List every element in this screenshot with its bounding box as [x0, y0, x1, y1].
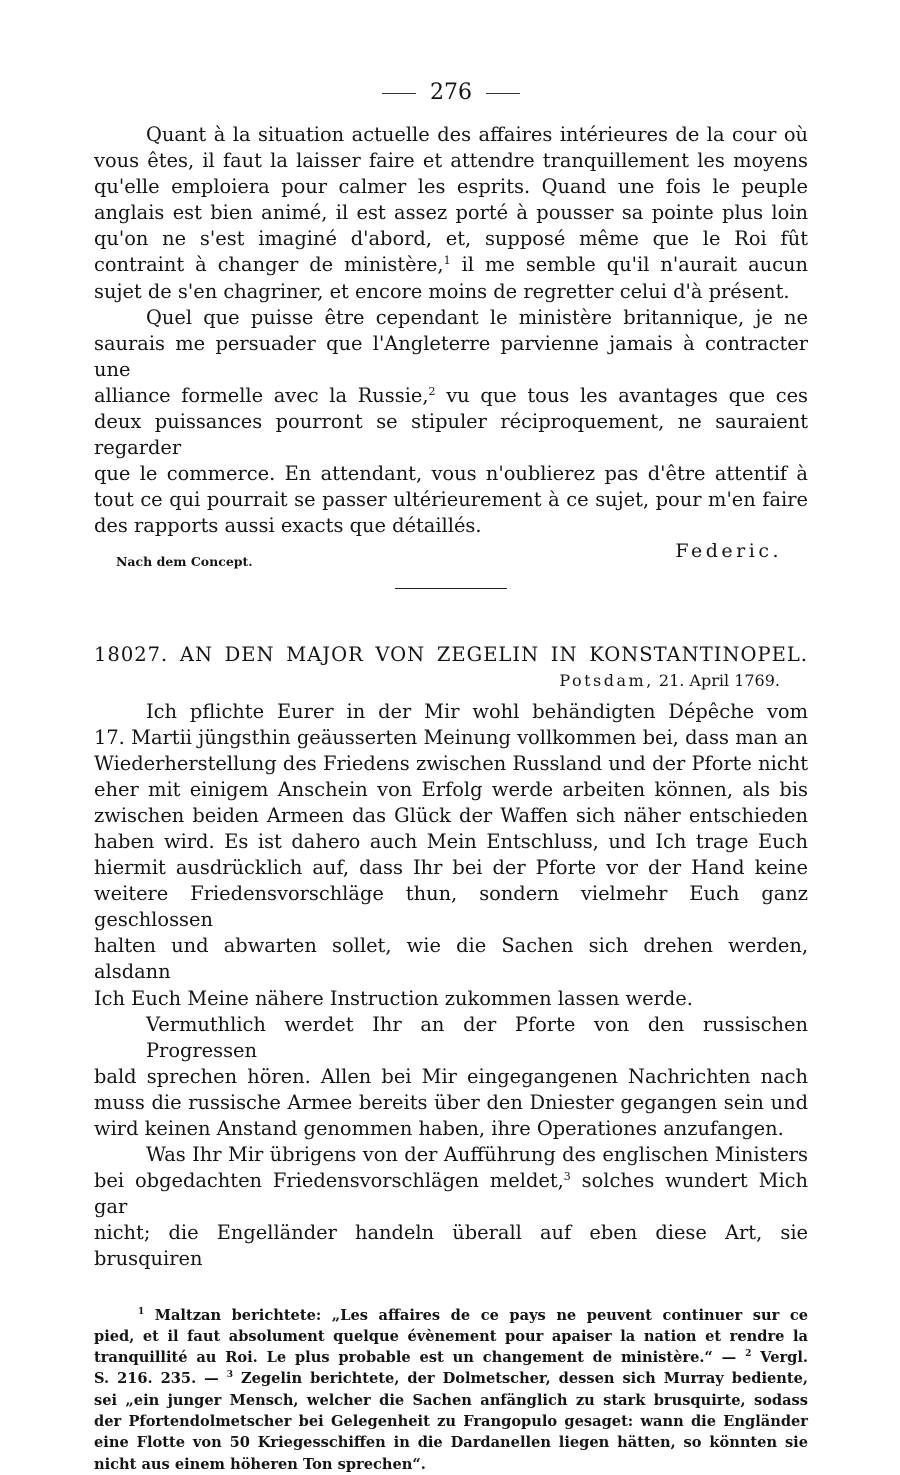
text-line: tout ce qui pourrait se passer ultérieurement à ce sujet, pour m'en faire — [94, 488, 808, 512]
footnote-ref: 2 — [745, 1349, 752, 1360]
text-line: bald sprechen hören. Allen bei Mir eingegangenen Nachrichten nach — [94, 1064, 808, 1088]
german-paragraph — [94, 1012, 808, 1142]
footnote-line: der Pfortendolmetscher bei Gelegenheit zu Frangopulo gesaget: wann die Engländer — [94, 1413, 808, 1431]
text-line: halten und abwarten sollet, wie die Sachen sich drehen werden, alsdann — [94, 934, 808, 984]
place-date — [94, 669, 780, 693]
page-number-dash-right — [486, 93, 520, 94]
footnote-ref: 3 — [226, 1370, 233, 1381]
text-line: des rapports aussi exacts que détaillés. — [94, 514, 482, 538]
text-line: bei obgedachten Friedensvorschlägen meldet,$^3$ solches wundert Mich gar — [94, 1169, 808, 1219]
text-line: saurais me persuader que l'Angleterre parvienne jamais à contracter une — [94, 331, 808, 381]
letter-heading — [94, 643, 808, 667]
footnote-line: tranquillité au Roi. Le plus probable est un changement de ministère.“ — $^2$ Vergl. — [94, 1349, 809, 1367]
text-line: weitere Friedensvorschläge thun, sondern vielmehr Euch ganz geschlossen — [94, 882, 808, 932]
date: 21. April 1769. — [658, 670, 780, 690]
footnote-line: nicht aus einem höheren Ton sprechen“. — [94, 1455, 426, 1473]
text-line: Ich Euch Meine nähere Instruction zukommen lassen werde. — [94, 986, 693, 1010]
text-line: muss die russische Armee bereits über den Dniester gegangen sein und — [94, 1090, 808, 1114]
footnotes — [94, 1305, 808, 1475]
footnote-ref: 1 — [443, 254, 451, 268]
text-line: Was Ihr Mir übrigens von der Aufführung des englischen Ministers — [146, 1143, 808, 1167]
text-line: Wiederherstellung des Friedens zwischen Russland und der Pforte nicht — [94, 751, 808, 775]
text-line: alliance formelle avec la Russie,$^2$ vu que tous les avantages que ces — [94, 383, 809, 407]
closing-row — [94, 539, 808, 578]
text-line: eher mit einigem Anschein von Erfolg werde arbeiten können, als bis — [94, 777, 808, 801]
text-line: 17. Martii jüngsthin geäusserten Meinung vollkommen bei, dass man an — [94, 725, 808, 749]
footnote-line: pied, et il faut absolument quelque évènement pour apaiser la nation et rendre la — [94, 1327, 808, 1345]
page-number: 276 — [430, 80, 472, 105]
footnote-ref: 3 — [563, 1170, 571, 1184]
text-line: nicht; die Engelländer handeln überall auf eben diese Art, sie brusquiren — [94, 1221, 808, 1271]
text-line: haben wird. Es ist dahero auch Mein Entschluss, und Ich trage Euch — [94, 829, 808, 853]
french-paragraph — [94, 122, 808, 305]
section-divider — [395, 588, 507, 589]
text-line: zwischen beiden Armeen das Glück der Waffen sich näher entschieden — [94, 803, 808, 827]
text-line: sujet de s'en chagriner, et encore moins de regretter celui d'à présent. — [94, 279, 790, 303]
german-letter-body — [94, 699, 808, 1273]
text-line: Quant à la situation actuelle des affaires intérieures de la cour où — [146, 123, 808, 146]
footnote-line: sei „ein junger Mensch, welcher die Sachen anfänglich zu stark brusquirte, sodass — [94, 1391, 808, 1409]
text-line: vous êtes, il faut la laisser faire et attendre tranquillement les moyens — [94, 149, 808, 173]
text-line: qu'elle emploiera pour calmer les esprits. Quand une fois le peuple — [94, 175, 808, 199]
letter-number: 18027. — [94, 642, 169, 666]
page-number-dash-left — [382, 93, 416, 94]
text-line: contraint à changer de ministère,$^1$ il me semble qu'il n'aurait aucun — [94, 253, 808, 277]
text-line: qu'on ne s'est imaginé d'abord, et, supposé même que le Roi fût — [94, 227, 808, 251]
signature: Federic. — [675, 539, 782, 562]
german-paragraph — [94, 699, 808, 1012]
text-line: wird keinen Anstand genommen haben, ihre Operationes anzufangen. — [94, 1117, 784, 1140]
german-paragraph — [94, 1142, 808, 1272]
french-paragraph — [94, 305, 808, 540]
footnote-line: S. 216. 235. — $^3$ Zegelin berichtete, der Dolmetscher, dessen sich Murray bediente, — [94, 1370, 808, 1388]
place: Potsdam, — [559, 670, 654, 690]
text-line: hiermit ausdrücklich auf, dass Ihr bei der Pforte vor der Hand keine — [94, 856, 808, 880]
document-page — [94, 78, 808, 1475]
footnote-ref: 1 — [138, 1306, 145, 1317]
text-line: deux puissances pourront se stipuler réciproquement, ne sauraient regarder — [94, 410, 808, 460]
text-line: Ich pflichte Eurer in der Mir wohl behändigten Dépêche vom — [146, 699, 808, 723]
french-letter-body — [94, 122, 808, 540]
text-line: Vermuthlich werdet Ihr an der Pforte von den russischen Progressen — [146, 1012, 808, 1062]
footnote-ref: 2 — [428, 384, 436, 398]
source-note: Nach dem Concept. — [116, 553, 253, 569]
letter-heading-text: AN DEN MAJOR VON ZEGELIN IN KONSTANTINOPEL. — [179, 642, 808, 666]
text-line: Quel que puisse être cependant le ministère britannique, je ne — [146, 305, 808, 329]
footnote-line: $^1$ Maltzan berichtete: „Les affaires de ce pays ne peuvent continuer sur ce — [138, 1306, 808, 1324]
footnote-line: eine Flotte von 50 Kriegesschiffen in die Dardanellen liegen hätten, so könnten sie — [94, 1434, 808, 1452]
text-line: anglais est bien animé, il est assez porté à pousser sa pointe plus loin — [94, 201, 808, 225]
page-number-row — [94, 78, 808, 122]
text-line: que le commerce. En attendant, vous n'oublierez pas d'être attentif à — [94, 462, 808, 486]
